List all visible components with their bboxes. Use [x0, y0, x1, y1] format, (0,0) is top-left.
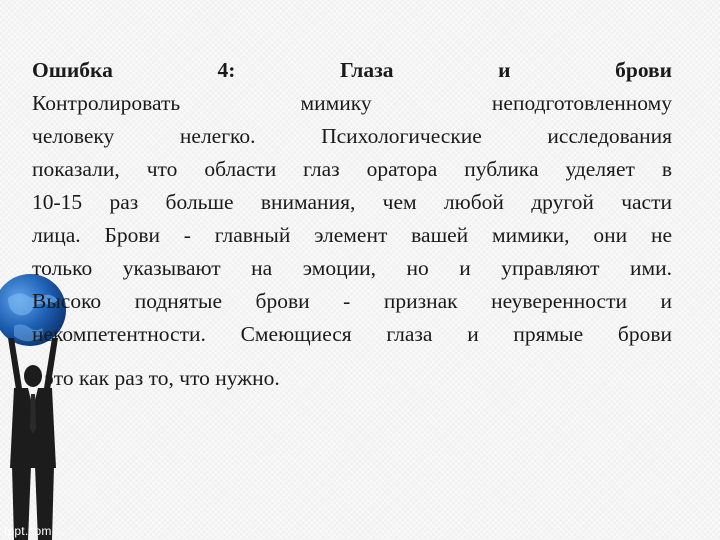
text-line: некомпетентности. Смеющиеся глаза и прямые брови [32, 322, 672, 346]
heading-word: и [498, 58, 511, 82]
text-line: 10-15 раз больше внимания, чем любой другой части [32, 190, 672, 214]
text-line: - это как раз то, что нужно. [32, 366, 280, 390]
text-line: человеку нелегко. Психологические исследования [32, 124, 672, 148]
text-line: Высоко поднятые брови - признак неуверенности и [32, 289, 672, 313]
heading-word: Ошибка [32, 58, 113, 82]
text-line: Контролировать мимику неподготовленному [32, 91, 672, 115]
text-line: лица. Брови - главный элемент вашей мимики, они не [32, 223, 672, 247]
text-line: показали, что области глаз оратора публика уделяет в [32, 157, 672, 181]
heading-word: 4: [217, 58, 236, 82]
text-line: только указывают на эмоции, но и управляют ими. [32, 256, 672, 280]
heading-word: брови [615, 58, 673, 82]
heading-word: Глаза [340, 58, 394, 82]
heading-line [32, 54, 672, 87]
watermark: fppt.com [4, 524, 52, 538]
body-text [32, 54, 672, 395]
